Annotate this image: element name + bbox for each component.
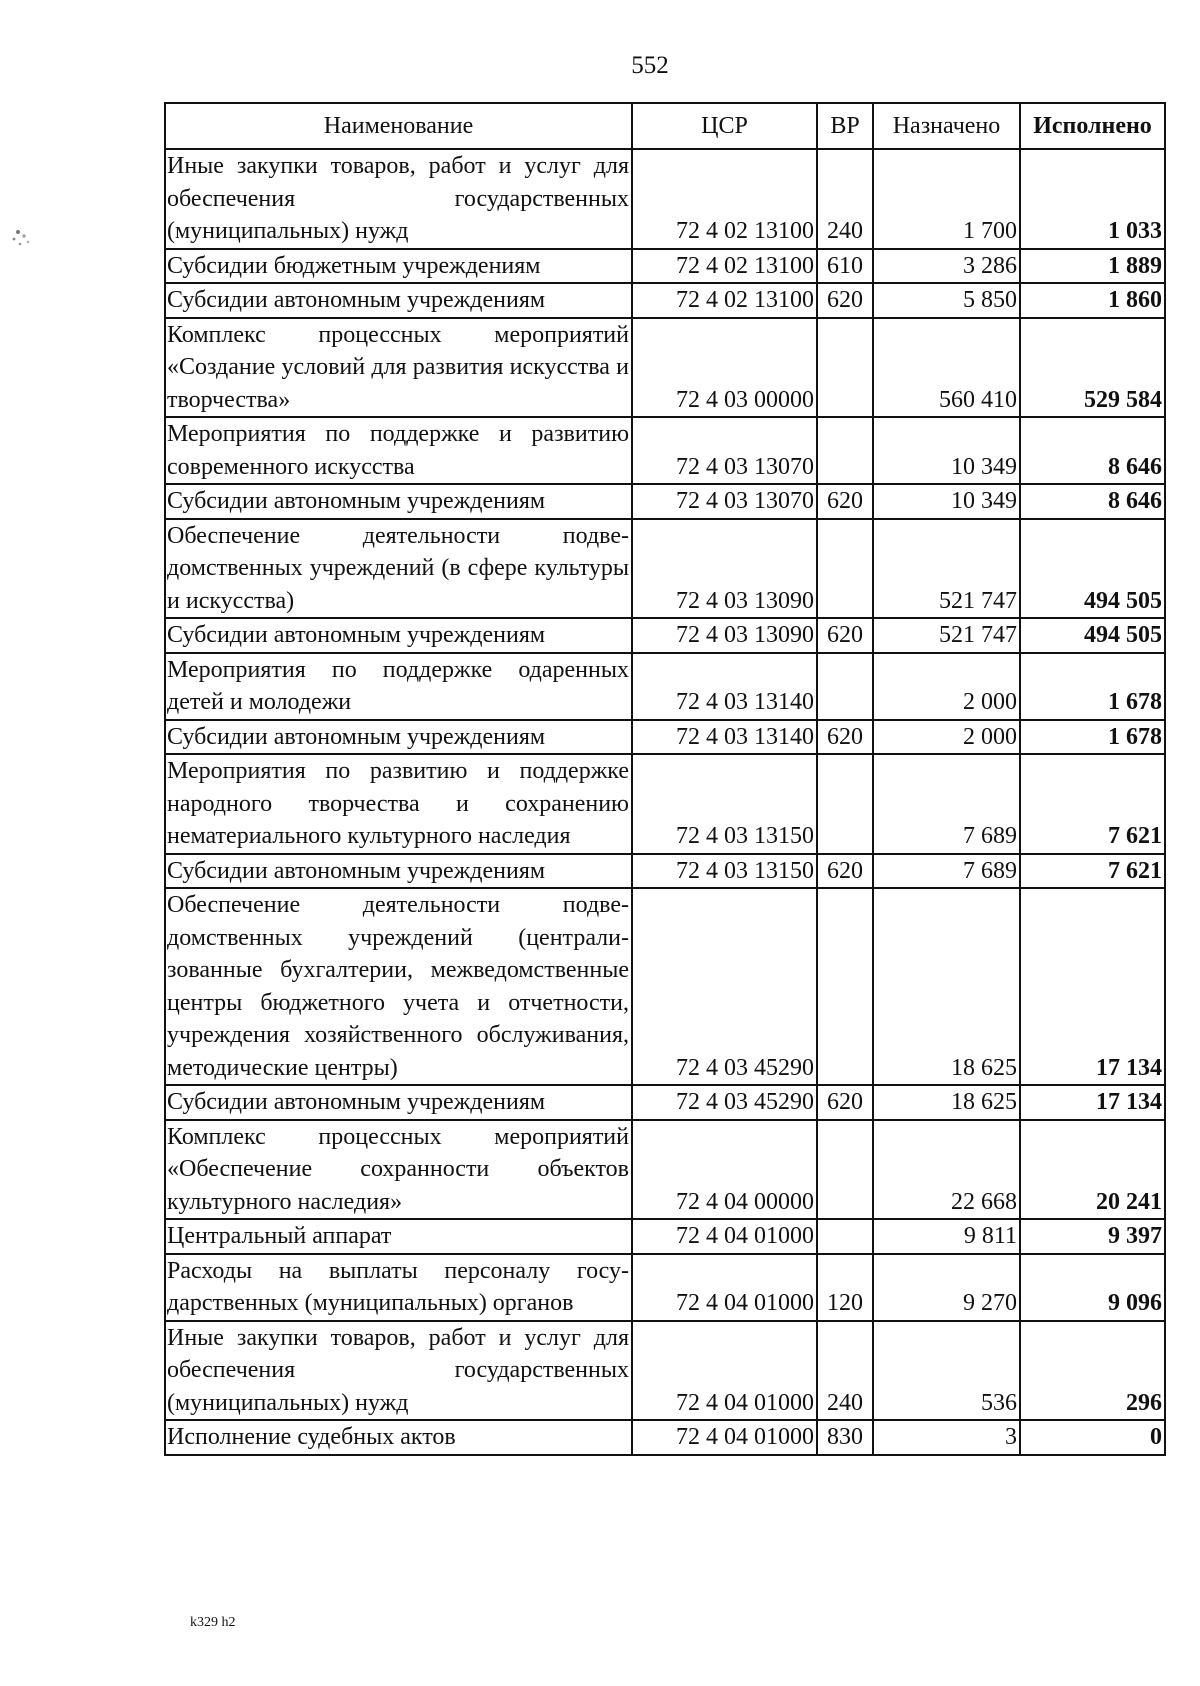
header-csr: ЦСР xyxy=(632,103,817,149)
cell-plan: 9 811 xyxy=(873,1219,1020,1254)
table-row xyxy=(165,754,1165,854)
cell-plan: 18 625 xyxy=(873,888,1020,1085)
cell-name: Субсидии автономным учреждениям xyxy=(165,484,632,519)
cell-fact: 494 505 xyxy=(1020,618,1165,653)
cell-vr xyxy=(817,1120,873,1220)
cell-plan: 2 000 xyxy=(873,653,1020,720)
cell-plan: 1 700 xyxy=(873,149,1020,249)
cell-vr xyxy=(817,754,873,854)
cell-csr: 72 4 04 01000 xyxy=(632,1420,817,1455)
table-row xyxy=(165,484,1165,519)
cell-plan: 521 747 xyxy=(873,618,1020,653)
cell-fact: 9 397 xyxy=(1020,1219,1165,1254)
table-row xyxy=(165,519,1165,619)
cell-fact: 1 678 xyxy=(1020,653,1165,720)
cell-name: Комплекс процессных мероприятий «Создание условий для развития искусства и творчества» xyxy=(165,318,632,418)
cell-csr: 72 4 04 01000 xyxy=(632,1219,817,1254)
cell-csr: 72 4 03 13150 xyxy=(632,754,817,854)
cell-fact: 17 134 xyxy=(1020,888,1165,1085)
table-row xyxy=(165,854,1165,889)
cell-vr: 620 xyxy=(817,1085,873,1120)
table-row xyxy=(165,888,1165,1085)
cell-fact: 7 621 xyxy=(1020,854,1165,889)
cell-name: Мероприятия по поддержке одаренных детей и молодежи xyxy=(165,653,632,720)
budget-table xyxy=(164,102,1166,1456)
scan-speck xyxy=(0,222,40,252)
table-row xyxy=(165,1420,1165,1455)
header-row xyxy=(165,103,1165,149)
cell-fact: 1 033 xyxy=(1020,149,1165,249)
table-body xyxy=(165,149,1165,1455)
table-header xyxy=(165,103,1165,149)
cell-vr: 830 xyxy=(817,1420,873,1455)
cell-fact: 8 646 xyxy=(1020,484,1165,519)
cell-csr: 72 4 03 13070 xyxy=(632,484,817,519)
cell-fact: 494 505 xyxy=(1020,519,1165,619)
cell-csr: 72 4 02 13100 xyxy=(632,249,817,284)
cell-plan: 560 410 xyxy=(873,318,1020,418)
cell-plan: 10 349 xyxy=(873,417,1020,484)
cell-name: Центральный аппарат xyxy=(165,1219,632,1254)
cell-name: Комплекс процессных мероприятий «Обеспечение сохранности объектов культурного наследия» xyxy=(165,1120,632,1220)
cell-fact: 0 xyxy=(1020,1420,1165,1455)
cell-plan: 18 625 xyxy=(873,1085,1020,1120)
cell-vr xyxy=(817,1219,873,1254)
cell-csr: 72 4 02 13100 xyxy=(632,149,817,249)
cell-csr: 72 4 03 45290 xyxy=(632,1085,817,1120)
cell-fact: 9 096 xyxy=(1020,1254,1165,1321)
table-row xyxy=(165,283,1165,318)
cell-csr: 72 4 03 45290 xyxy=(632,888,817,1085)
cell-plan: 3 xyxy=(873,1420,1020,1455)
footer-code: k329 h2 xyxy=(190,1615,236,1630)
cell-name: Субсидии автономным учреждениям xyxy=(165,720,632,755)
cell-name: Расходы на выплаты персоналу государственных (муниципальных) органов xyxy=(165,1254,632,1321)
cell-fact: 1 889 xyxy=(1020,249,1165,284)
cell-csr: 72 4 03 13140 xyxy=(632,653,817,720)
cell-plan: 2 000 xyxy=(873,720,1020,755)
cell-csr: 72 4 03 13090 xyxy=(632,618,817,653)
table-row xyxy=(165,653,1165,720)
cell-name: Субсидии автономным учреждениям xyxy=(165,854,632,889)
cell-fact: 7 621 xyxy=(1020,754,1165,854)
cell-fact: 20 241 xyxy=(1020,1120,1165,1220)
cell-vr: 620 xyxy=(817,720,873,755)
table-row xyxy=(165,1254,1165,1321)
cell-csr: 72 4 02 13100 xyxy=(632,283,817,318)
cell-csr: 72 4 03 13140 xyxy=(632,720,817,755)
cell-csr: 72 4 04 01000 xyxy=(632,1321,817,1421)
table-row xyxy=(165,1219,1165,1254)
table-row xyxy=(165,720,1165,755)
cell-vr: 620 xyxy=(817,854,873,889)
cell-csr: 72 4 04 01000 xyxy=(632,1254,817,1321)
cell-vr xyxy=(817,653,873,720)
cell-plan: 521 747 xyxy=(873,519,1020,619)
cell-name: Обеспечение деятельности подведомственных учреждений (централизованные бухгалтерии, межведомственные центры бюджетного учета и отчетности, учреждения хозяйственного обслуживания, методические центры) xyxy=(165,888,632,1085)
cell-vr xyxy=(817,318,873,418)
cell-fact: 8 646 xyxy=(1020,417,1165,484)
table-row xyxy=(165,618,1165,653)
cell-vr: 120 xyxy=(817,1254,873,1321)
cell-name: Субсидии автономным учреждениям xyxy=(165,1085,632,1120)
table-row xyxy=(165,1120,1165,1220)
cell-fact: 529 584 xyxy=(1020,318,1165,418)
cell-plan: 7 689 xyxy=(873,754,1020,854)
table-row xyxy=(165,417,1165,484)
cell-vr: 620 xyxy=(817,618,873,653)
cell-fact: 296 xyxy=(1020,1321,1165,1421)
page-number: 552 xyxy=(631,52,669,79)
table-row xyxy=(165,149,1165,249)
cell-csr: 72 4 04 00000 xyxy=(632,1120,817,1220)
cell-plan: 3 286 xyxy=(873,249,1020,284)
cell-plan: 5 850 xyxy=(873,283,1020,318)
header-plan: Назначено xyxy=(873,103,1020,149)
cell-vr: 620 xyxy=(817,484,873,519)
cell-vr: 240 xyxy=(817,1321,873,1421)
cell-fact: 1 860 xyxy=(1020,283,1165,318)
cell-vr: 610 xyxy=(817,249,873,284)
cell-csr: 72 4 03 13090 xyxy=(632,519,817,619)
cell-vr xyxy=(817,519,873,619)
cell-plan: 9 270 xyxy=(873,1254,1020,1321)
cell-vr xyxy=(817,417,873,484)
table-row xyxy=(165,249,1165,284)
cell-vr: 620 xyxy=(817,283,873,318)
cell-name: Обеспечение деятельности подведомственных учреждений (в сфере культуры и искусства) xyxy=(165,519,632,619)
cell-name: Субсидии автономным учреждениям xyxy=(165,618,632,653)
cell-name: Субсидии автономным учреждениям xyxy=(165,283,632,318)
cell-name: Иные закупки товаров, работ и услуг для обеспечения государственных (муниципальных) нужд xyxy=(165,149,632,249)
cell-plan: 22 668 xyxy=(873,1120,1020,1220)
cell-vr xyxy=(817,888,873,1085)
cell-fact: 17 134 xyxy=(1020,1085,1165,1120)
cell-name: Иные закупки товаров, работ и услуг для обеспечения государственных (муниципальных) нужд xyxy=(165,1321,632,1421)
cell-vr: 240 xyxy=(817,149,873,249)
cell-plan: 536 xyxy=(873,1321,1020,1421)
cell-plan: 7 689 xyxy=(873,854,1020,889)
cell-name: Субсидии бюджетным учреждениям xyxy=(165,249,632,284)
table-row xyxy=(165,318,1165,418)
table-row xyxy=(165,1085,1165,1120)
cell-name: Исполнение судебных актов xyxy=(165,1420,632,1455)
cell-csr: 72 4 03 00000 xyxy=(632,318,817,418)
table-row xyxy=(165,1321,1165,1421)
cell-fact: 1 678 xyxy=(1020,720,1165,755)
cell-name: Мероприятия по развитию и поддержке народного творчества и сохранению нематериального культурного наследия xyxy=(165,754,632,854)
header-name: Наименование xyxy=(165,103,632,149)
cell-plan: 10 349 xyxy=(873,484,1020,519)
header-vr: ВР xyxy=(817,103,873,149)
cell-name: Мероприятия по поддержке и развитию современного искусства xyxy=(165,417,632,484)
header-fact: Исполнено xyxy=(1020,103,1165,149)
cell-csr: 72 4 03 13150 xyxy=(632,854,817,889)
cell-csr: 72 4 03 13070 xyxy=(632,417,817,484)
